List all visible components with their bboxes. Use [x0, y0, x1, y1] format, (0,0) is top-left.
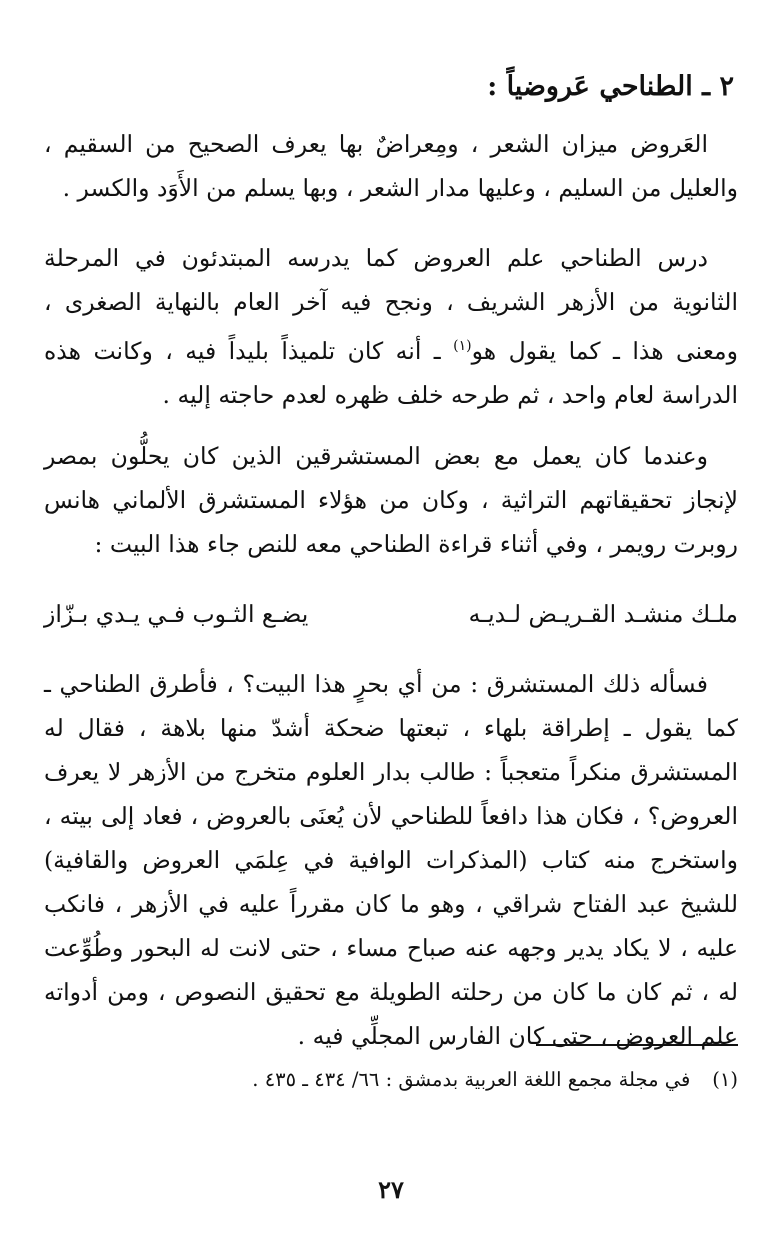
footnote-divider — [536, 1044, 738, 1046]
book-page — [44, 62, 738, 1232]
verse-second-hemistich: يضـع الثـوب فـي يـدي بـزّاز — [44, 600, 309, 628]
paragraph-definition: العَروض ميزان الشعر ، ومِعراضٌ بها يعرف الصحيح من السقيم ، والعليل من السليم ، وعليها مدار الشعر ، وبها يسلم من الأَوَد والكسر . — [44, 130, 738, 202]
paragraph-study — [44, 236, 738, 416]
paragraph-orientalists: وعندما كان يعمل مع بعض المستشرقين الذين كان يحلُّون بمصر لإنجاز تحقيقاتهم التراثية ، وكان من هؤلاء المستشرق الألماني هانس روبرت رويمر ، وفي أثناء قراءة الطناحي معه للنص جاء هذا البيت : — [44, 442, 738, 558]
paragraph-study-text: درس الطناحي علم العروض كما يدرسه المبتدئون في المرحلة الثانوية من الأزهر الشريف ، ونجح فيه آخر العام بالنهاية الصغرى ، ومعنى هذا ـ كما يقول هو — [44, 244, 738, 365]
page-number: ٢٧ — [378, 1175, 404, 1204]
paragraph-study-text-rest: ـ أنه كان تلميذاً بليداً فيه ، وكانت هذه الدراسة لعام واحد ، ثم طرحه خلف ظهره لعدم حاجته إليه . — [44, 336, 738, 409]
paragraph-story: فسأله ذلك المستشرق : من أي بحرٍ هذا البيت؟ ، فأطرق الطناحي ـ كما يقول ـ إطراقة بلهاء ، تبعتها ضحكة أشدّ منها بلاهة ، فقال له المستشرق منكراً متعجباً : طالب بدار العلوم متخرج من الأزهر لا يعرف العروض؟ ، فكان هذا دافعاً للطناحي لأن يُعنَى بالعروض ، فعاد إلى بيته ، واستخرج منه كتاب (المذكرات الوافية في عِلمَي العروض والقافية) للشيخ عبد الفتاح شراقي ، وهو ما كان مقرراً عليه في الأزهر ، فانكب عليه ، لا يكاد يدير وجهه عنه صباح مساء ، حتى لانت له البحور وطُوِّعت له ، ثم كان ما كان من رحلته الطويلة مع تحقيق النصوص ، ومن أدواته علم العروض ، حتى كان الفارس المجلِّي فيه . — [44, 670, 738, 1050]
section-heading: ٢ ـ الطناحي عَروضياً : — [487, 71, 734, 102]
poetry-verse — [44, 592, 738, 636]
footnote-number: (١) — [712, 1068, 738, 1091]
footnote-text: في مجلة مجمع اللغة العربية بدمشق : ٦٦/ ٤٣٤ ـ ٤٣٥ . — [252, 1068, 691, 1091]
verse-first-hemistich: ملـك منشـد القـريـض لـديـه — [468, 600, 738, 628]
footnote — [252, 1064, 738, 1096]
footnote-reference: (١) — [453, 338, 472, 354]
